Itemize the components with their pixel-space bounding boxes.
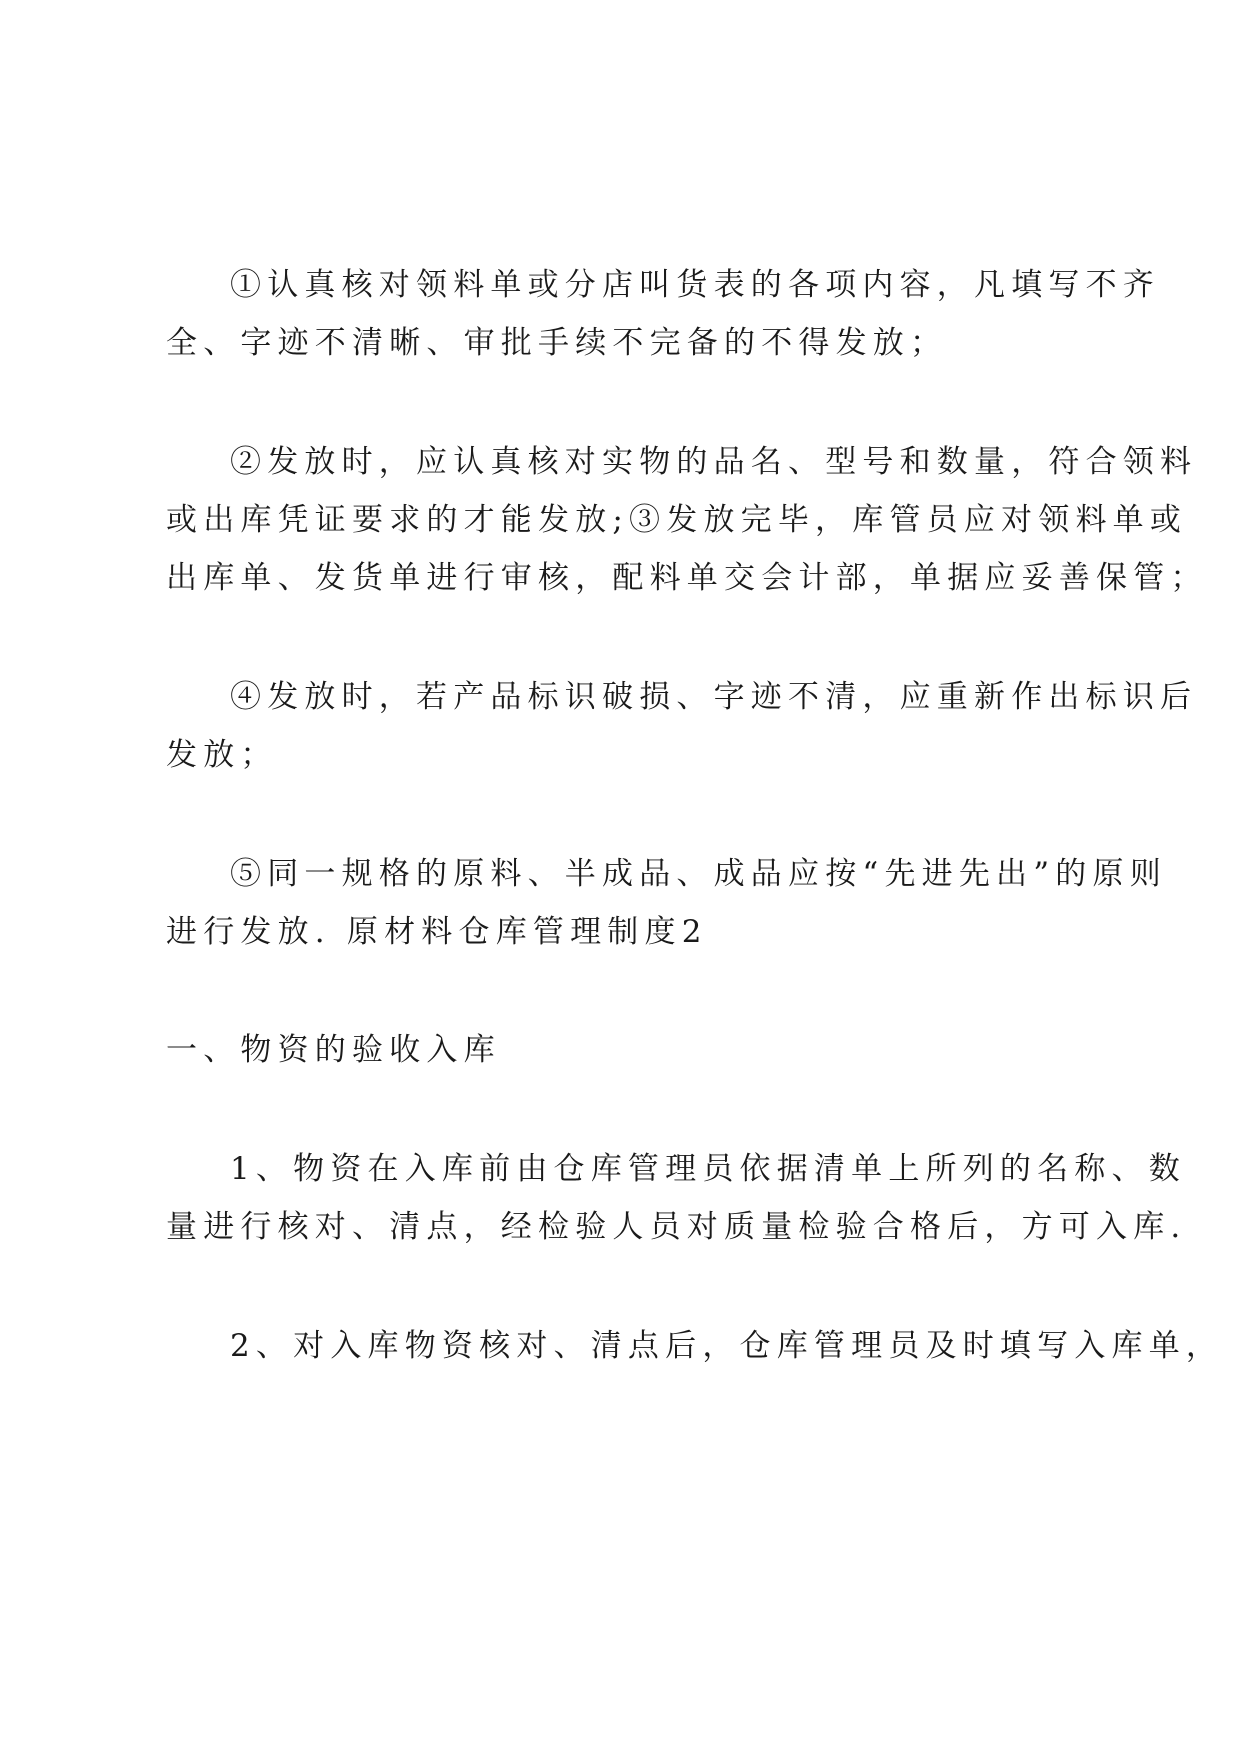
paragraph-2-line-3: 出库单、发货单进行审核，配料单交会计部，单据应妥善保管； — [166, 560, 1208, 596]
section-heading: 一、物资的验收入库 — [166, 1032, 501, 1068]
paragraph-2-line-1: ②发放时，应认真核对实物的品名、型号和数量，符合领料 — [230, 444, 1198, 480]
paragraph-1-line-1: ①认真核对领料单或分店叫货表的各项内容，凡填写不齐 — [230, 267, 1160, 303]
paragraph-4-line-2: 进行发放. 原材料仓库管理制度2 — [166, 914, 708, 950]
paragraph-4-line-1: ⑤同一规格的原料、半成品、成品应按“先进先出”的原则 — [230, 856, 1167, 892]
paragraph-5-line-2: 量进行核对、清点，经检验人员对质量检验合格后，方可入库. — [166, 1209, 1187, 1245]
paragraph-6-line-1: 2、对入库物资核对、清点后，仓库管理员及时填写入库单， — [230, 1328, 1224, 1364]
paragraph-3-line-1: ④发放时，若产品标识破损、字迹不清，应重新作出标识后 — [230, 679, 1198, 715]
paragraph-1-line-2: 全、字迹不清晰、审批手续不完备的不得发放； — [166, 325, 948, 361]
paragraph-5-line-1: 1、物资在入库前由仓库管理员依据清单上所列的名称、数 — [230, 1151, 1186, 1187]
paragraph-3-line-2: 发放； — [166, 737, 278, 773]
paragraph-2-line-2: 或出库凭证要求的才能发放;③发放完毕，库管员应对领料单或 — [166, 502, 1188, 538]
